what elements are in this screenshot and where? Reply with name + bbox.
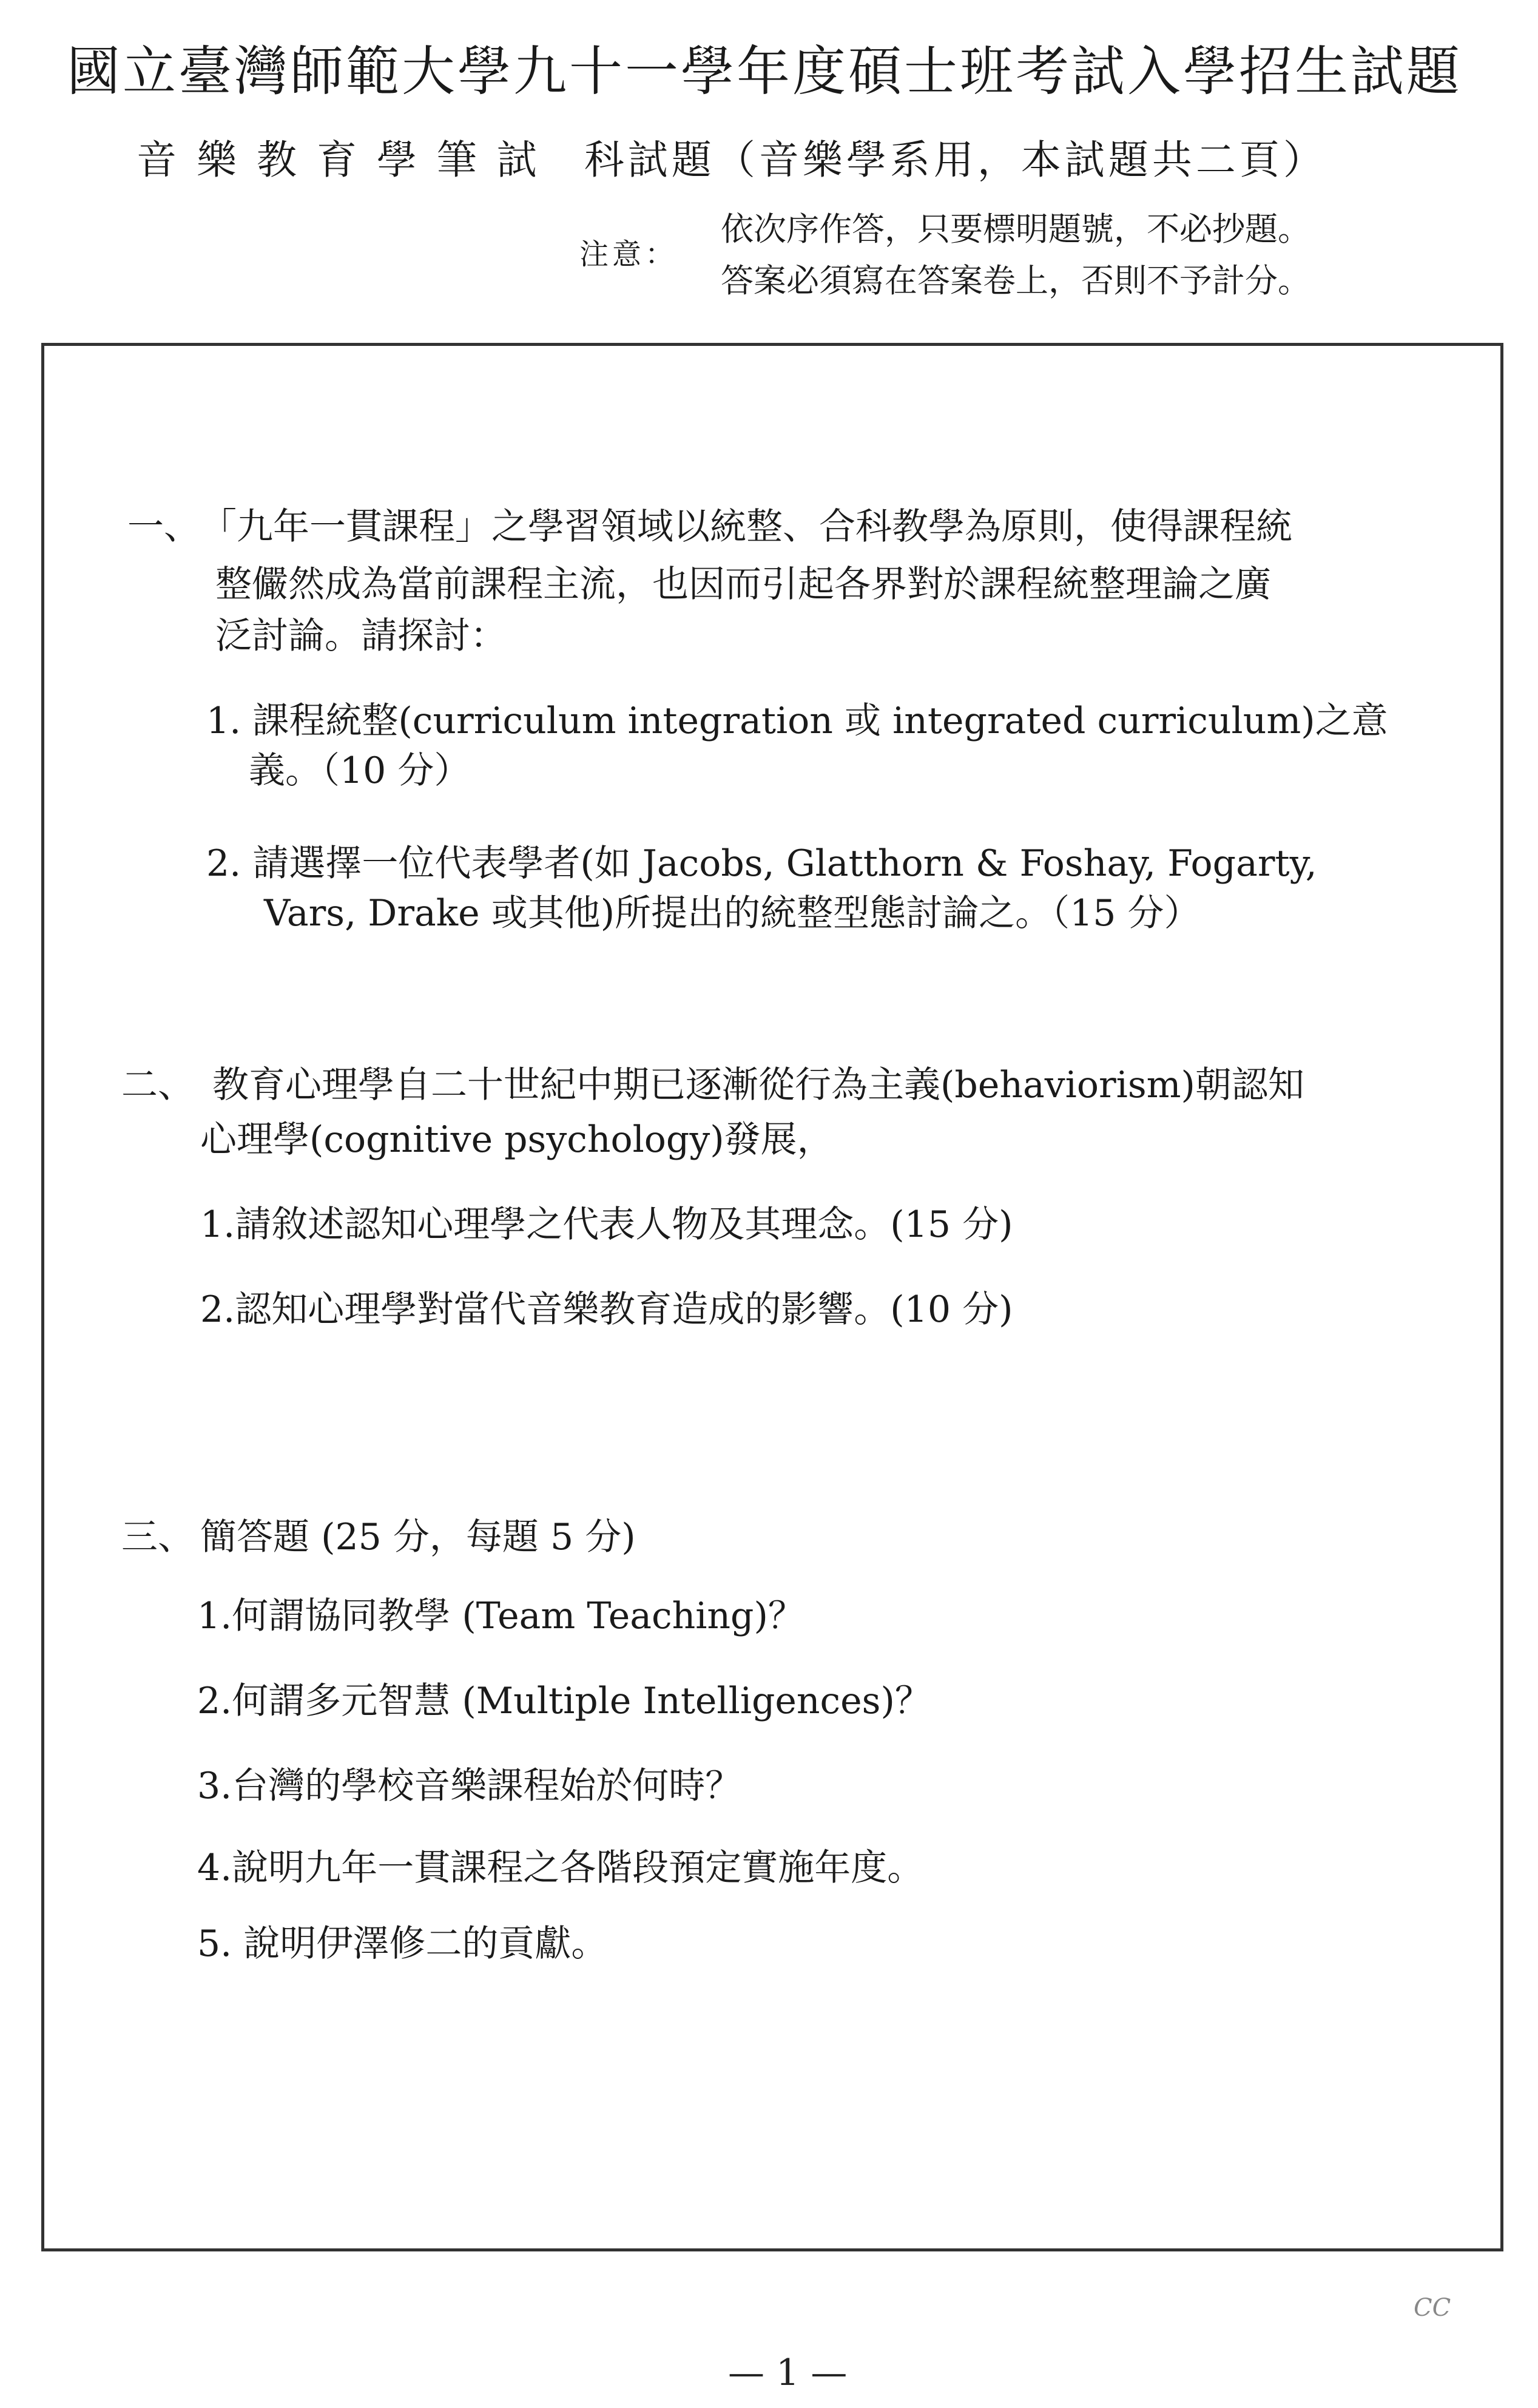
sub-question: 3.台灣的學校音樂課程始於何時？ [197,1765,742,1807]
question-number: 一、 [127,506,200,548]
sub-question: 2.認知心理學對當代音樂教育造成的影響。(10 分) [200,1288,1013,1331]
sub-question: 5. 說明伊澤修二的貢獻。 [197,1923,608,1965]
notice-label: 注意： [579,237,678,271]
exam-subtitle: 音 樂 教 育 學 筆 試 科試題（音樂學系用，本試題共二頁） [137,137,1327,183]
question-text: 「九年一貫課程」之學習領域以統整、合科教學為原則，使得課程統 [200,506,1292,548]
question-text: 泛討論。請探討： [215,615,507,657]
sub-question: Vars, Drake 或其他)所提出的統整型態討論之。（15 分） [264,892,1201,935]
sub-question: 1.何謂協同教學 (Team Teaching)？ [197,1595,804,1637]
page-number: — 1 — [728,2352,848,2394]
question-number: 三、 [121,1516,194,1558]
question-number: 二、 [121,1064,194,1106]
exam-title: 國立臺灣師範大學九十一學年度碩士班考試入學招生試題 [67,40,1463,103]
sub-question: 2.何謂多元智慧 (Multiple Intelligences)？ [197,1680,931,1722]
notice-line: 依次序作答，只要標明題號，不必抄題。 [721,210,1310,248]
question-text: 簡答題 (25 分，每題 5 分) [200,1516,636,1558]
margin-note: CC [1414,2294,1451,2322]
sub-question: 義。（10 分） [249,749,471,792]
sub-question: 1.請敘述認知心理學之代表人物及其理念。(15 分) [200,1203,1013,1246]
question-text: 心理學(cognitive psychology)發展， [200,1118,834,1161]
notice-line: 答案必須寫在答案卷上，否則不予計分。 [721,262,1310,300]
sub-question: 2. 請選擇一位代表學者(如 Jacobs, Glatthorn & Foshay, Fogarty, [206,842,1317,885]
question-text: 教育心理學自二十世紀中期已逐漸從行為主義(behaviorism)朝認知 [212,1064,1304,1106]
question-text: 整儼然成為當前課程主流，也因而引起各界對於課程統整理論之廣 [215,563,1271,606]
sub-question: 1. 課程統整(curriculum integration 或 integrated curriculum)之意 [206,700,1388,742]
sub-question: 4.說明九年一貫課程之各階段預定實施年度。 [197,1847,924,1889]
